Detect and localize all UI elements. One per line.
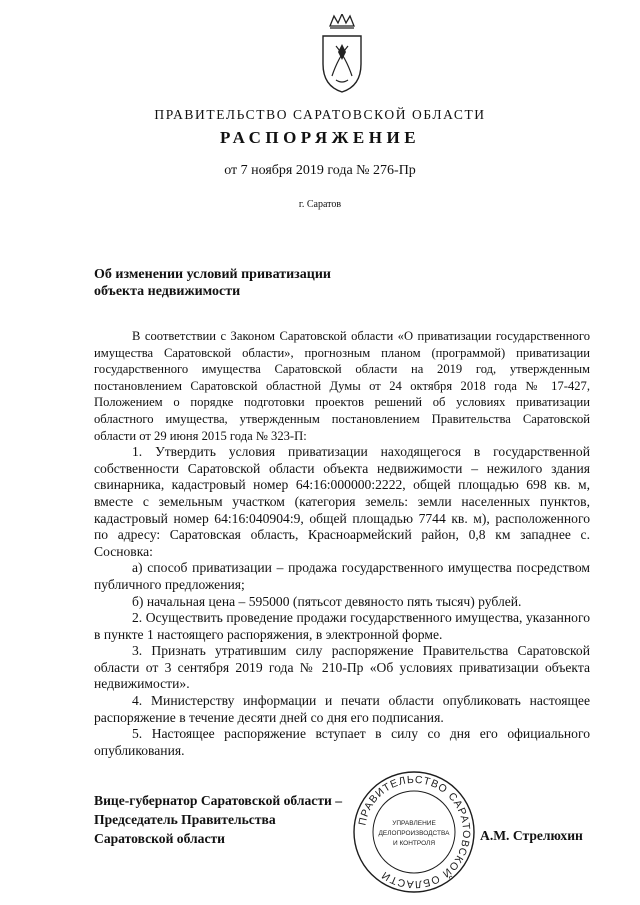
subject-line-2: объекта недвижимости	[94, 284, 241, 299]
seal-inner-line-2: ДЕЛОПРОИЗВОДСТВА	[378, 830, 450, 837]
item-2-paragraph: 2. Осуществить проведение продажи государственного имущества, указанного в пункте 1 настоящего распоряжения, в электронной форме.	[94, 610, 590, 642]
signatory-position-line-2: Председатель Правительства	[94, 812, 276, 827]
item-1b-paragraph: б) начальная цена – 595000 (пятьсот девяносто пять тысяч) рублей.	[132, 593, 522, 609]
document-type-title: РАСПОРЯЖЕНИЕ	[219, 128, 421, 147]
signatory-position-line-3: Саратовской области	[94, 831, 226, 846]
item-4-paragraph: 4. Министерству информации и печати области опубликовать настоящее распоряжение в течение десяти дней со дня его подписания.	[94, 693, 590, 725]
official-seal	[352, 770, 476, 894]
item-5-paragraph: 5. Настоящее распоряжение вступает в силу со дня его официального опубликования.	[94, 726, 590, 758]
seal-ring-text: ПРАВИТЕЛЬСТВО САРАТОВСКОЙ ОБЛАСТИ	[356, 773, 473, 891]
seal-inner-line-3: И КОНТРОЛЯ	[392, 840, 436, 847]
document-body	[94, 328, 590, 759]
document-date-number: от 7 ноября 2019 года № 276-Пр	[224, 163, 416, 178]
seal-inner-line-1: УПРАВЛЕНИЕ	[392, 820, 436, 827]
subject-line-1: Об изменении условий приватизации	[94, 267, 331, 282]
signatory-position-line-1: Вице-губернатор Саратовской области –	[94, 793, 343, 808]
item-1a-paragraph: а) способ приватизации – продажа государственного имущества посредством публичного предложения;	[94, 560, 590, 592]
city-label: г. Саратов	[298, 199, 342, 210]
organization-heading: ПРАВИТЕЛЬСТВО САРАТОВСКОЙ ОБЛАСТИ	[154, 107, 486, 122]
signatory-name: А.М. Стрелюхин	[480, 828, 583, 843]
item-3-paragraph: 3. Признать утратившим силу распоряжение Правительства Саратовской области от 3 сентября 2019 года № 210-Пр «Об условиях приватизации объекта недвижимости».	[94, 643, 590, 692]
coat-of-arms-icon	[318, 14, 366, 94]
intro-paragraph: В соответствии с Законом Саратовской области «О приватизации государственного имущества Саратовской области», прогнозным планом (программой) приватизации государственного имущества Саратовской области на 2019 год, утвержденным постановлением Саратовской областной Думы от 24 октября 2018 года № 17-427, Положением о порядке подготовки проектов решений об условиях приватизации областного имущества, утвержденным постановлением Правительства Саратовской области от 29 июня 2015 года № 323-П:	[94, 329, 590, 443]
item-1-paragraph: 1. Утвердить условия приватизации находящегося в государственной собственности Саратовской области объекта недвижимости – нежилого здания свинарника, кадастровый номер 64:16:000000:2222, общей площадью 698 кв. м, вместе с земельным участком (категория земель: земли населенных пунктов, кадастровый номер 64:16:040904:9, общей площадью 7744 кв. м), расположенного по адресу: Саратовская область, Красноармейский район, 0,8 км западнее с. Сосновка:	[94, 444, 590, 559]
document-subject	[94, 266, 394, 300]
signatory-position	[94, 791, 374, 848]
